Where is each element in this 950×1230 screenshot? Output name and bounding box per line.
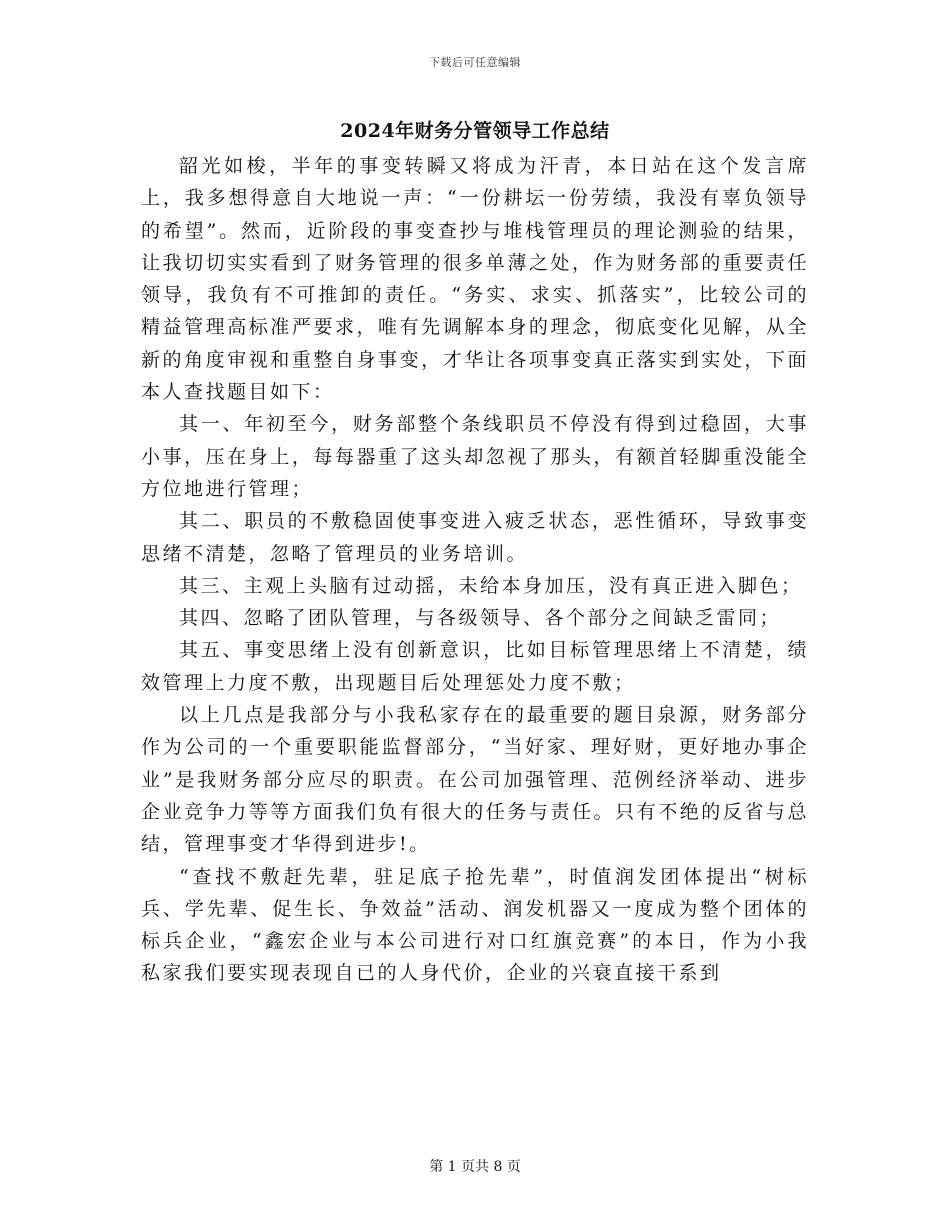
page-header-note: 下载后可任意编辑 [429,56,521,69]
body-paragraph: 其一、年初至今，财务部整个条线职员不停没有得到过稳固，大事小事，压在身上，每每器重了这头却忽视了那头，有额首轻脚重没能全方位地进行管理； [141,413,809,500]
document-body [141,150,809,990]
document-title: 2024年财务分管领导工作总结 [340,120,610,142]
body-paragraph: 韶光如梭，半年的事变转瞬又将成为汗青，本日站在这个发言席上，我多想得意自大地说一声：“一份耕坛一份劳绩，我没有辜负领导的希望”。然而，近阶段的事变查抄与堆栈管理员的理论测验的结果，让我切切实实看到了财务管理的很多单薄之处，作为财务部的重要责任领导，我负有不可推卸的责任。“务实、求实、抓落实”，比较公司的精益管理高标准严要求，唯有先调解本身的理念，彻底变化见解，从全新的角度审视和重整自身事变，才华让各项事变真正落实到实处，下面本人查找题目如下： [141,155,809,404]
body-paragraph: 以上几点是我部分与小我私家存在的最重要的题目泉源，财务部分作为公司的一个重要职能监督部分，“当好家、理好财，更好地办事企业”是我财务部分应尽的职责。在公司加强管理、范例经济举动、进步企业竞争力等等方面我们负有很大的任务与责任。只有不绝的反省与总结，管理事变才华得到进步!。 [141,704,809,856]
body-paragraph: 其三、主观上头脑有过动摇，未给本身加压，没有真正进入脚色； [179,574,803,597]
body-paragraph: 其四、忽略了团队管理，与各级领导、各个部分之间缺乏雷同； [179,607,782,630]
page-number-footer: 第 1 页共 8 页 [429,1159,521,1175]
body-paragraph: “查找不敷赶先辈，驻足底子抢先辈”，时值润发团体提出“树标兵、学先辈、促生长、争效益”活动、润发机器又一度成为整个团体的标兵企业，“鑫宏企业与本公司进行对口红旗竞赛”的本日，作为小我私家我们要实现表现自已的人身代价，企业的兴衰直接干系到 [141,865,809,985]
body-paragraph: 其二、职员的不敷稳固使事变进入疲乏状态，恶性循环，导致事变思绪不清楚，忽略了管理员的业务培训。 [141,510,809,565]
body-paragraph: 其五、事变思绪上没有创新意识，比如目标管理思绪上不清楚，绩效管理上力度不敷，出现题目后处理惩处力度不敷； [141,639,809,694]
